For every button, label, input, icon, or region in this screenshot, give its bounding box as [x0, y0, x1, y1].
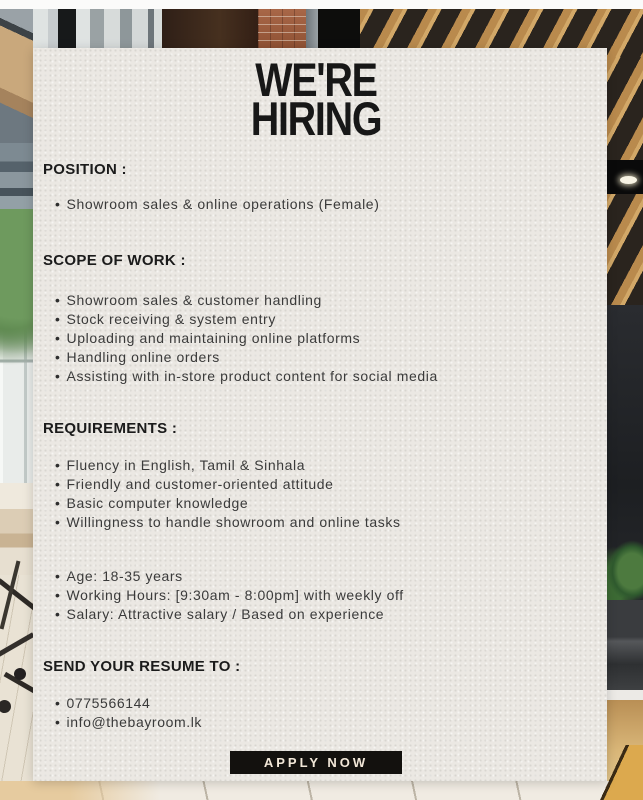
list-item: • Showroom sales & customer handling [55, 291, 589, 310]
list-item: • Stock receiving & system entry [55, 310, 589, 329]
position-list [43, 195, 589, 214]
list-item: • Uploading and maintaining online platforms [55, 329, 589, 348]
photo-plant [607, 540, 643, 602]
photo-wood-beam [0, 9, 33, 145]
title-line-2: HIRING [250, 92, 382, 145]
photo-floor-bottom [0, 781, 643, 800]
list-item: • Age: 18-35 years [55, 567, 589, 586]
position-heading: POSITION : [43, 161, 127, 178]
contact-list [43, 694, 589, 732]
photo-top-border [0, 0, 643, 9]
scope-of-work-list [43, 291, 589, 386]
contact-item: • 0775566144 [55, 694, 589, 713]
poster-card [33, 48, 607, 781]
poster-title [87, 53, 546, 145]
list-item: • Handling online orders [55, 348, 589, 367]
contact-item: • info@thebayroom.lk [55, 713, 589, 732]
photo-window-with-plants [0, 209, 33, 483]
list-item: • Friendly and customer-oriented attitude [55, 475, 589, 494]
list-item: • Working Hours: [9:30am - 8:00pm] with weekly off [55, 586, 589, 605]
scope-of-work-heading: SCOPE OF WORK : [43, 252, 186, 269]
requirements-list [43, 456, 589, 532]
title-line-1: WE'RE [255, 53, 377, 106]
list-item: • Basic computer knowledge [55, 494, 589, 513]
photo-office-chairs [607, 600, 643, 692]
send-resume-heading: SEND YOUR RESUME TO : [43, 658, 241, 675]
apply-now-button[interactable]: APPLY NOW [230, 751, 402, 774]
list-item: • Fluency in English, Tamil & Sinhala [55, 456, 589, 475]
photo-window-frame-beams [0, 143, 33, 209]
requirements-heading: REQUIREMENTS : [43, 420, 178, 437]
ceiling-lamp [620, 176, 637, 184]
list-item: • Willingness to handle showroom and online tasks [55, 513, 589, 532]
photo-chair-wheel [14, 668, 26, 680]
list-item: • Salary: Attractive salary / Based on experience [55, 605, 589, 624]
terms-list [43, 567, 589, 624]
list-item: • Showroom sales & online operations (Female) [55, 195, 589, 214]
list-item: • Assisting with in-store product content for social media [55, 367, 589, 386]
photo-table-edge [607, 690, 643, 700]
